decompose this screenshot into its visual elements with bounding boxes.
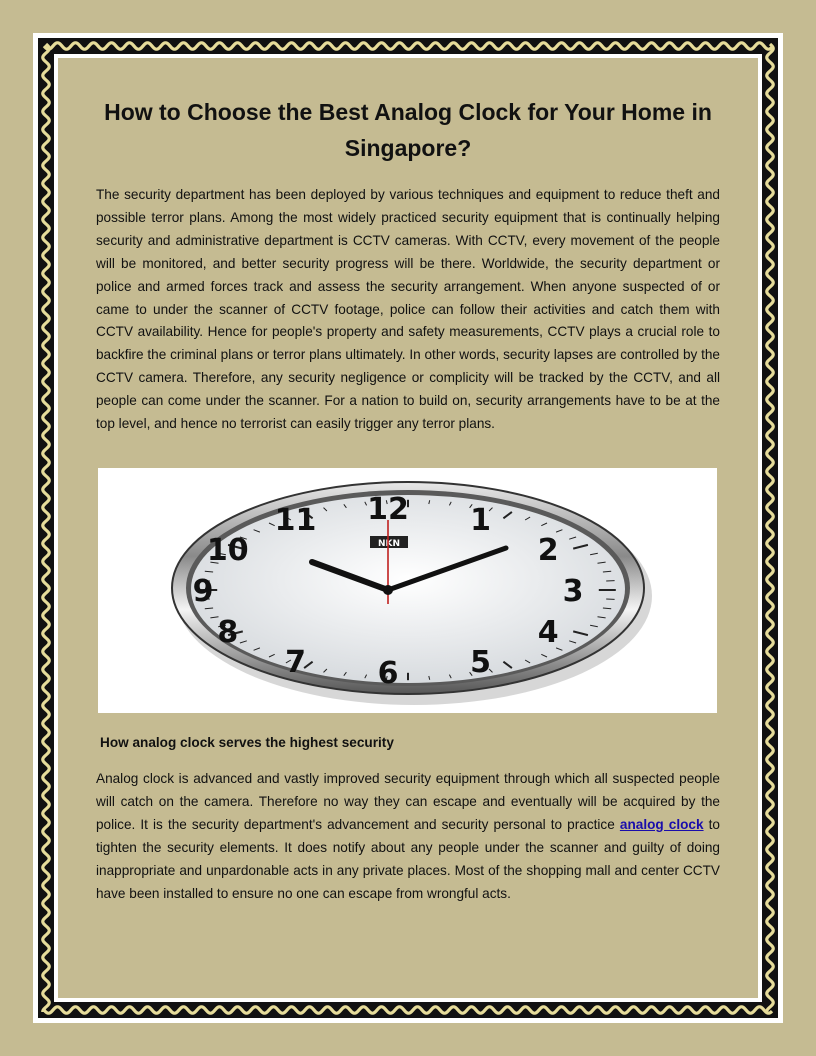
intro-paragraph: The security department has been deployed by various techniques and equipment to reduce theft and possible terror plans. Among the most widely practiced security equipment that is continually helping security and administrative department is CCTV cameras. With CCTV, every movement of the people will be monitored, and better security progress will be there. Worldwide, the security department or police and armed forces track and assess the security arrangement. When anyone suspected of or came to under the scanner of CCTV footage, police can follow their activities and catch them with CCTV availability. Hence for people's property and safety measurements, CCTV plays a crucial role to backfire the criminal plans or terror plans ultimately. In other words, security lapses are controlled by the CCTV camera. Therefore, any security negligence or complicity will be tracked by the CCTV, and all people can come under the scanner. For a nation to build on, security arrangements have to be at the top level, and hence no terrorist can easily trigger any terror plans. <box>96 187 720 432</box>
clock-numeral-12: 12 <box>367 492 409 527</box>
second-paragraph-text-1: Analog clock is advanced and vastly improved security equipment through which all suspected people will catch on the camera. Therefore no way they can escape and eventually will be acquired by the police. It is the security department's advancement and security personal to practice <box>96 771 720 832</box>
clock-numeral-7: 7 <box>285 645 306 680</box>
page-title: How to Choose the Best Analog Clock for Your Home in Singapore? <box>104 99 712 161</box>
clock-brand: NKN <box>377 539 401 549</box>
clock-numeral-3: 3 <box>562 574 584 609</box>
clock-tick <box>603 571 611 572</box>
clock-numeral-4: 4 <box>537 615 559 650</box>
clock-numeral-8: 8 <box>217 615 239 650</box>
clock-numeral-10: 10 <box>206 533 249 568</box>
clock-tick <box>205 571 213 572</box>
clock-numeral-9: 9 <box>192 574 214 609</box>
clock-numeral-2: 2 <box>537 533 559 568</box>
clock-numeral-1: 1 <box>470 503 491 538</box>
second-paragraph-text-2: to tighten the security elements. It does notify about any people under the scanner and guilty of doing inappropriate and unpardonable acts in any private places. Most of the shopping mall and center CCTV have been installed to ensure no one can escape from wrongful acts. <box>96 816 720 901</box>
clock-numeral-5: 5 <box>470 645 491 680</box>
clock-numeral-6: 6 <box>377 656 399 691</box>
second-paragraph <box>96 768 720 905</box>
analog-clock-image <box>98 468 717 713</box>
clock-tick <box>603 608 611 609</box>
section-heading: How analog clock serves the highest security <box>100 735 394 750</box>
clock-numeral-11: 11 <box>274 503 317 538</box>
analog-clock-link[interactable]: analog clock <box>619 816 704 832</box>
clock-center-cap <box>383 585 393 595</box>
